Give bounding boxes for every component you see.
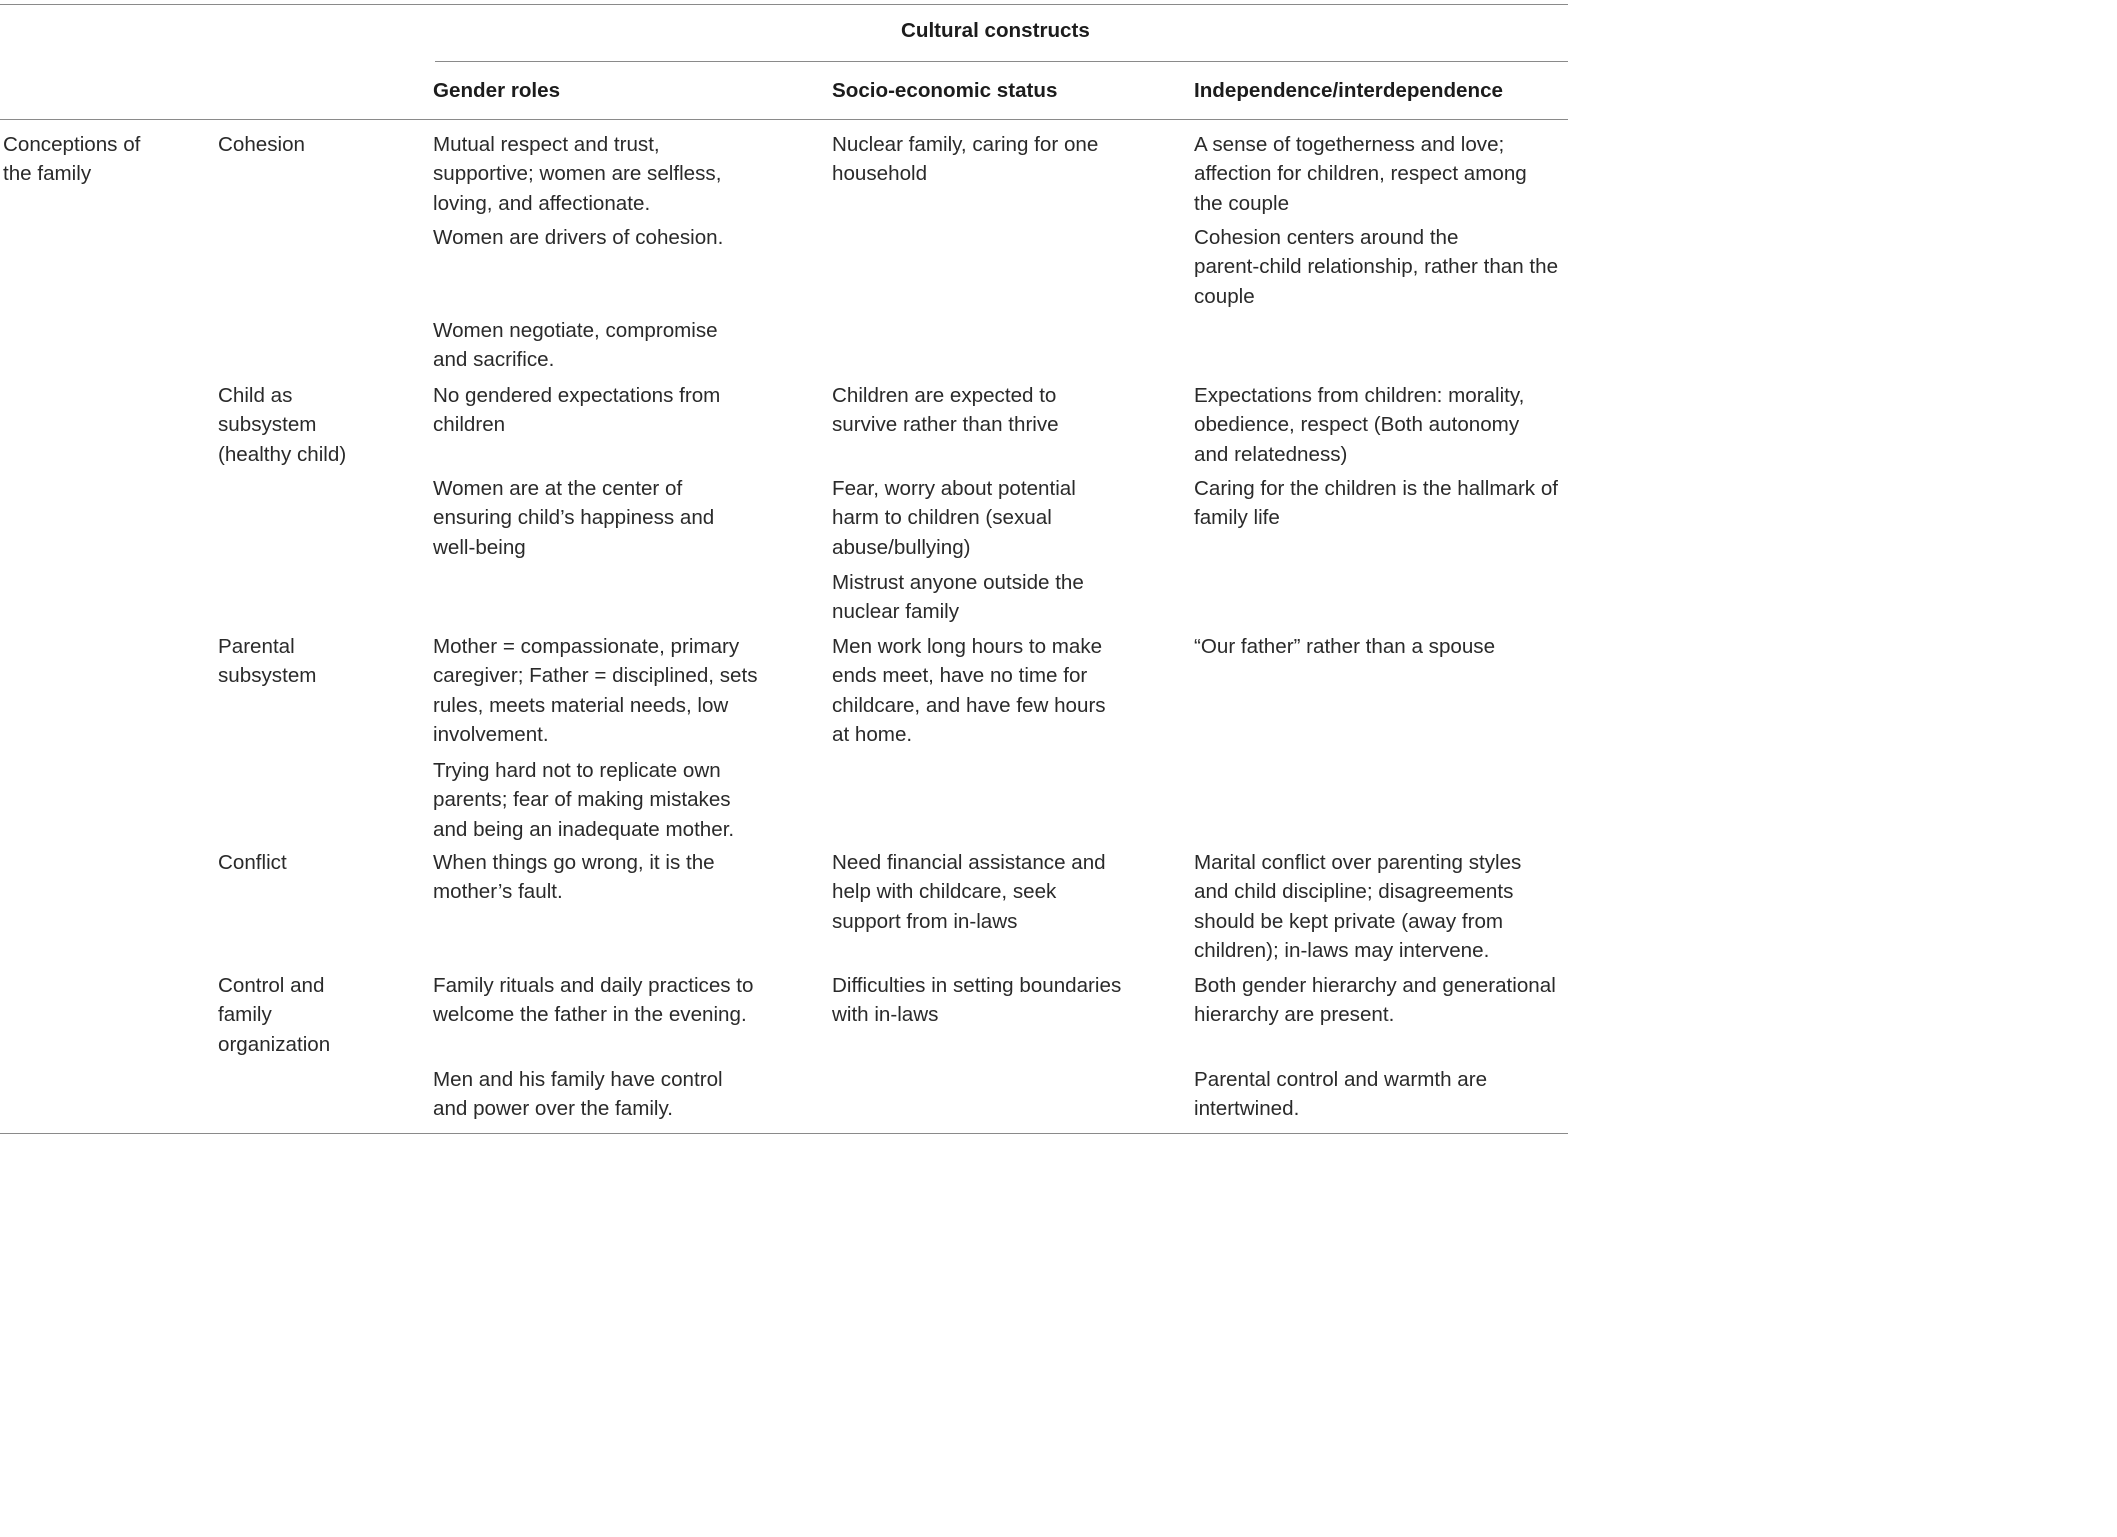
group-header: Cultural constructs — [901, 19, 1090, 42]
cell-text-gender: children — [433, 413, 506, 437]
row-label: organization — [218, 1032, 331, 1056]
cell-text-gender: supportive; women are selfless, — [433, 162, 722, 186]
header-bottom-rule — [0, 119, 1568, 120]
cell-text-ses: at home. — [832, 722, 913, 746]
cell-text-gender: involvement. — [433, 722, 549, 746]
cell-text-gender: When things go wrong, it is the — [433, 851, 715, 874]
cell-text-ses: Mistrust anyone outside the — [832, 571, 1084, 594]
cell-text-gender: rules, meets material needs, low — [433, 693, 729, 717]
cell-text-gender: Men and his family have control — [433, 1068, 723, 1091]
cell-text-indep: and child discipline; disagreements — [1194, 880, 1514, 904]
cell-text-indep: Marital conflict over parenting styles — [1194, 851, 1522, 874]
cell-text-gender: welcome the father in the evening. — [433, 1003, 747, 1027]
column-header-gender-roles: Gender roles — [433, 79, 561, 102]
cell-text-indep: obedience, respect (Both autonomy — [1194, 413, 1520, 437]
cell-text-ses: with in-laws — [832, 1003, 939, 1027]
cell-text-indep: Caring for the children is the hallmark of — [1194, 477, 1558, 500]
cell-text-ses: Children are expected to — [832, 384, 1057, 407]
cell-text-gender: and sacrifice. — [433, 348, 555, 372]
cell-text-gender: parents; fear of making mistakes — [433, 788, 731, 812]
cell-text-indep: hierarchy are present. — [1194, 1003, 1395, 1027]
cell-text-indep: Parental control and warmth are — [1194, 1068, 1488, 1091]
cell-text-ses: harm to children (sexual — [832, 506, 1052, 530]
cell-text-gender: Mother = compassionate, primary — [433, 635, 740, 658]
row-label: Cohesion — [218, 133, 306, 156]
cell-text-gender: loving, and affectionate. — [433, 191, 651, 215]
cell-text-ses: household — [832, 162, 928, 186]
cell-text-ses: Nuclear family, caring for one — [832, 133, 1099, 156]
cell-text-indep: family life — [1194, 506, 1280, 530]
cell-text-ses: Difficulties in setting boundaries — [832, 974, 1122, 997]
cell-text-indep: A sense of togetherness and love; — [1194, 133, 1505, 156]
cell-text-gender: Women are drivers of cohesion. — [433, 226, 724, 249]
group-header-rule — [435, 61, 1568, 62]
cell-text-ses: survive rather than thrive — [832, 413, 1059, 437]
cell-text-indep: children); in-laws may intervene. — [1194, 938, 1490, 962]
cell-text-gender: No gendered expectations from — [433, 384, 721, 407]
cell-text-indep: should be kept private (away from — [1194, 909, 1504, 933]
cell-text-ses: Fear, worry about potential — [832, 477, 1076, 500]
cell-text-gender: Women are at the center of — [433, 477, 683, 500]
row-label: (healthy child) — [218, 442, 347, 466]
cell-text-gender: and being an inadequate mother. — [433, 817, 735, 841]
cell-text-gender: well-being — [433, 535, 526, 559]
cell-text-gender: and power over the family. — [433, 1097, 673, 1121]
cell-text-ses: help with childcare, seek — [832, 880, 1057, 904]
cell-text-indep: “Our father” rather than a spouse — [1194, 635, 1496, 658]
cell-text-gender: Family rituals and daily practices to — [433, 974, 754, 997]
row-label: Child as — [218, 384, 293, 407]
section-label: the family — [3, 162, 92, 186]
column-header-independence: Independence/interdependence — [1194, 79, 1503, 102]
cell-text-ses: ends meet, have no time for — [832, 664, 1088, 688]
row-label: subsystem — [218, 413, 317, 437]
cell-text-ses: Men work long hours to make — [832, 635, 1103, 658]
row-label: Parental — [218, 635, 295, 658]
cell-text-gender: caregiver; Father = disciplined, sets — [433, 664, 758, 688]
row-label: family — [218, 1003, 272, 1027]
cell-text-gender: mother’s fault. — [433, 880, 563, 904]
cell-text-ses: Need financial assistance and — [832, 851, 1106, 874]
cell-text-indep: Both gender hierarchy and generational — [1194, 974, 1556, 997]
cell-text-ses: abuse/bullying) — [832, 535, 971, 559]
section-label: Conceptions of — [3, 133, 141, 156]
row-label: subsystem — [218, 664, 317, 688]
table-top-rule — [0, 4, 1568, 5]
cell-text-indep: intertwined. — [1194, 1097, 1300, 1121]
table-bottom-rule — [0, 1133, 1568, 1134]
row-label: Conflict — [218, 851, 287, 874]
cell-text-ses: childcare, and have few hours — [832, 693, 1106, 717]
cell-text-indep: parent-child relationship, rather than the — [1194, 255, 1559, 279]
cell-text-indep: affection for children, respect among — [1194, 162, 1527, 186]
column-header-socio-economic-status: Socio-economic status — [832, 79, 1058, 102]
cell-text-gender: Women negotiate, compromise — [433, 319, 718, 342]
cell-text-indep: and relatedness) — [1194, 442, 1348, 466]
cell-text-gender: ensuring child’s happiness and — [433, 506, 715, 530]
cell-text-gender: Trying hard not to replicate own — [433, 759, 721, 782]
cell-text-ses: nuclear family — [832, 600, 960, 624]
cell-text-indep: Cohesion centers around the — [1194, 226, 1459, 249]
cell-text-indep: couple — [1194, 284, 1255, 308]
cell-text-gender: Mutual respect and trust, — [433, 133, 660, 156]
cell-text-indep: the couple — [1194, 191, 1290, 215]
row-label: Control and — [218, 974, 325, 997]
cell-text-ses: support from in-laws — [832, 909, 1018, 933]
cell-text-indep: Expectations from children: morality, — [1194, 384, 1525, 407]
